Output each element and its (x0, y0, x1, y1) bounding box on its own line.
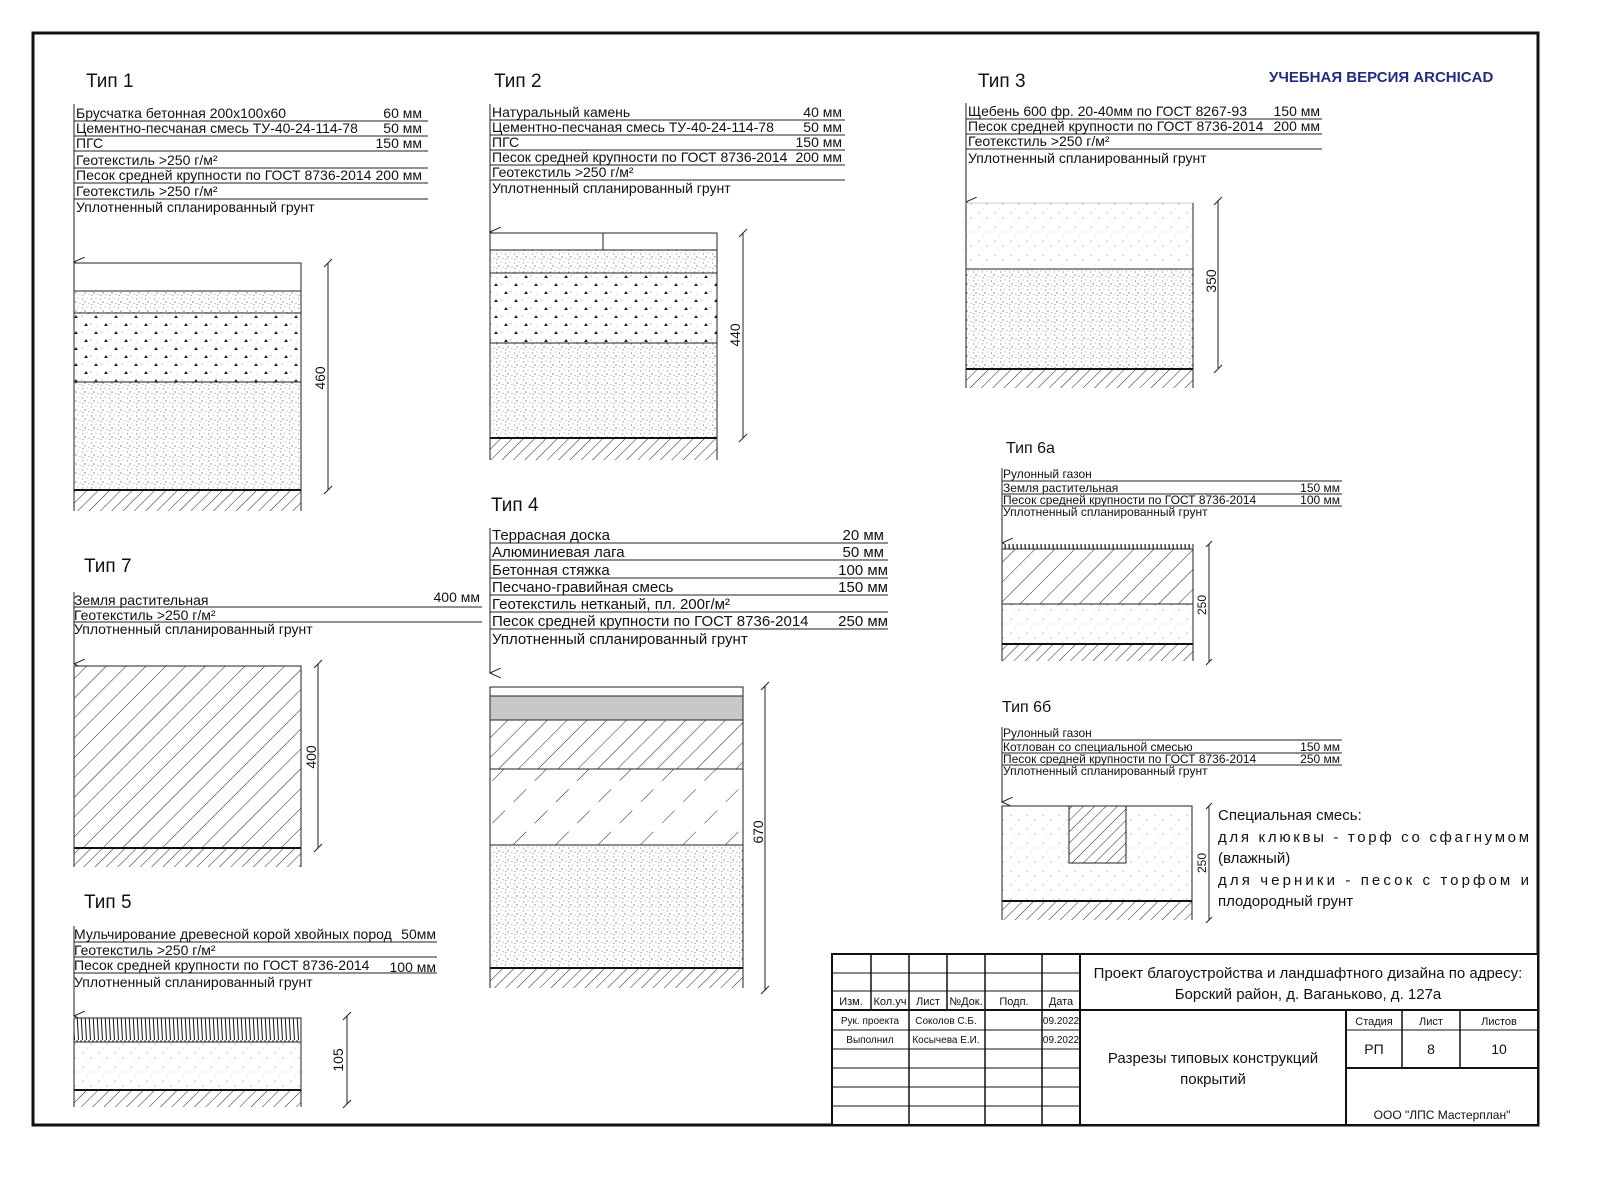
dimension-label: 250 (1195, 852, 1209, 874)
layer-label: Песок средней крупности по ГОСТ 8736-2014 (492, 613, 809, 630)
layer-thickness: 100 мм (1300, 493, 1340, 507)
layer-thickness: 20 мм (842, 527, 884, 544)
stage-label: Стадия (1355, 1016, 1393, 1028)
layer-label: Бетонная стяжка (492, 562, 610, 579)
layer-label: Песок средней крупности по ГОСТ 8736-2014 (74, 957, 370, 973)
layer-thickness: 250 мм (1300, 752, 1340, 766)
layer-thickness: 400 мм (433, 589, 480, 605)
section-title: Тип 3 (978, 71, 1026, 92)
dimension-label: 350 (1203, 269, 1219, 293)
section-title: Тип 6б (1002, 699, 1052, 716)
layer-label: Мульчирование древесной корой хвойных пород (74, 926, 392, 942)
layer-label: ПГС (76, 135, 104, 151)
stamp-role: Выполнил (846, 1035, 894, 1046)
layer-label: Рулонный газон (1003, 726, 1092, 740)
sheet-label: Лист (1419, 1016, 1443, 1028)
layer-thickness: 200 мм (375, 167, 422, 183)
layer-label: Щебень 600 фр. 20-40мм по ГОСТ 8267-93 (968, 103, 1248, 119)
layer-label: Земля растительная (1003, 481, 1119, 495)
section-type-2 (490, 71, 845, 460)
layer-label: Уплотненный спланированный грунт (1003, 764, 1208, 778)
layer-thickness: 250 мм (838, 613, 888, 630)
layer-label: Брусчатка бетонная 200х100х60 (76, 105, 287, 121)
layer-label: Песок средней крупности по ГОСТ 8736-2014 (76, 167, 372, 183)
layer-label: Земля растительная (74, 592, 209, 608)
sheet-value: 8 (1427, 1041, 1435, 1057)
layer-label: Песок средней крупности по ГОСТ 8736-2014 (1003, 752, 1257, 766)
stamp-header: Подп. (999, 996, 1029, 1008)
layer-thickness: 50 мм (803, 119, 842, 135)
layer-label: Уплотненный спланированный грунт (74, 974, 313, 990)
layer-label: Уплотненный спланированный грунт (492, 180, 731, 196)
layer-label: Геотекстиль >250 г/м² (74, 942, 216, 958)
dimension-label: 105 (330, 1048, 346, 1072)
sheet-title-line-1: Разрезы типовых конструкций (1107, 1050, 1319, 1067)
layer-label: Песок средней крупности по ГОСТ 8736-2014 (1003, 493, 1257, 507)
layer-thickness: 150 мм (1300, 481, 1340, 495)
layer-label: Песчано-гравийная смесь (492, 579, 674, 596)
stamp-name: Соколов С.Б. (915, 1016, 977, 1027)
stamp-header: №Док. (949, 996, 983, 1008)
layer-label: Натуральный камень (492, 104, 631, 120)
company-name: ООО "ЛПС Мастерплан" (1373, 1108, 1511, 1122)
stamp-header: Изм. (839, 996, 863, 1008)
layer-label: Уплотненный спланированный грунт (76, 199, 315, 215)
layer-label: Уплотненный спланированный грунт (74, 621, 313, 637)
note-title: Специальная смесь: (1218, 807, 1362, 824)
section-type-4 (490, 495, 888, 994)
stage-value: РП (1364, 1041, 1384, 1057)
layer-label: Геотекстиль >250 г/м² (76, 152, 218, 168)
note-line: (влажный) (1218, 850, 1291, 867)
layer-thickness: 150 мм (795, 134, 842, 150)
dimension-label: 400 (303, 745, 319, 769)
section-title: Тип 7 (84, 556, 132, 577)
layer-thickness: 200 мм (1273, 118, 1320, 134)
section-type-1 (74, 71, 428, 511)
layer-thickness: 40 мм (803, 104, 842, 120)
watermark-text: УЧЕБНАЯ ВЕРСИЯ ARCHICAD (1269, 69, 1494, 86)
section-title: Тип 5 (84, 892, 132, 913)
layer-thickness: 150 мм (1273, 103, 1320, 119)
layer-label: Геотекстиль >250 г/м² (968, 133, 1110, 149)
layer-thickness: 150 мм (1300, 740, 1340, 754)
stamp-role: Рук. проекта (840, 1016, 900, 1027)
layer-label: Геотекстиль нетканый, пл. 200г/м² (492, 596, 730, 613)
stamp-header: Дата (1048, 996, 1074, 1008)
layer-label: Песок средней крупности по ГОСТ 8736-2014 (492, 149, 788, 165)
stamp-header: Кол.уч (873, 996, 907, 1008)
sheets-value: 10 (1491, 1041, 1507, 1057)
layer-label: Цементно-песчаная смесь ТУ-40-24-114-78 (76, 120, 358, 136)
section-type-5 (74, 892, 437, 1108)
section-title: Тип 6а (1006, 440, 1055, 457)
layer-thickness: 50 мм (842, 544, 884, 561)
section-type-6a (1002, 440, 1342, 665)
layer-thickness: 60 мм (383, 105, 422, 121)
layer-thickness: 200 мм (795, 149, 842, 165)
layer-thickness: 50 мм (383, 120, 422, 136)
section-title: Тип 4 (491, 495, 539, 516)
layer-label: Геотекстиль >250 г/м² (74, 607, 216, 623)
section-type-3 (966, 71, 1322, 388)
project-title-line-1: Проект благоустройства и ландшафтного дизайна по адресу: (1093, 965, 1523, 982)
project-title-line-2: Борский район, д. Ваганьково, д. 127а (1174, 986, 1442, 1003)
dimension-label: 250 (1195, 594, 1209, 616)
stamp-header: Лист (916, 996, 940, 1008)
layer-thickness: 150 мм (375, 135, 422, 151)
dimension-label: 440 (727, 323, 743, 347)
layer-thickness: 150 мм (838, 579, 888, 596)
layer-label: Рулонный газон (1003, 467, 1092, 481)
dimension-label: 670 (750, 820, 766, 844)
sheets-label: Листов (1481, 1016, 1517, 1028)
layer-label: Террасная доска (492, 527, 610, 544)
layer-label: Уплотненный спланированный грунт (492, 631, 748, 648)
title-block (832, 954, 1538, 1125)
layer-label: Уплотненный спланированный грунт (1003, 505, 1208, 519)
section-title: Тип 1 (86, 71, 134, 92)
dimension-label: 460 (312, 366, 328, 390)
note-line: плодородный грунт (1218, 893, 1354, 910)
note-line: для черники - песок с торфом и (1218, 872, 1529, 889)
layer-label: Песок средней крупности по ГОСТ 8736-2014 (968, 118, 1264, 134)
stamp-date: 09.2022 (1042, 1035, 1080, 1046)
section-title: Тип 2 (494, 71, 542, 92)
section-type-7 (74, 556, 482, 867)
layer-label: Котлован со специальной смесью (1003, 740, 1193, 754)
layer-label: Уплотненный спланированный грунт (968, 150, 1207, 166)
layer-label: Алюминиевая лага (492, 544, 625, 561)
section-type-6b (1002, 699, 1529, 923)
layer-thickness: 50мм (401, 926, 436, 942)
note-line: для клюквы - торф со сфагнумом (1218, 829, 1529, 846)
layer-thickness: 100 мм (838, 562, 888, 579)
layer-label: Геотекстиль >250 г/м² (76, 183, 218, 199)
layer-label: Цементно-песчаная смесь ТУ-40-24-114-78 (492, 119, 774, 135)
layer-thickness: 100 мм (389, 959, 436, 975)
stamp-date: 09.2022 (1042, 1016, 1080, 1027)
sheet-title-line-2: покрытий (1180, 1071, 1246, 1088)
layer-label: ПГС (492, 134, 520, 150)
stamp-name: Косычева Е.И. (912, 1035, 980, 1046)
special-mix-note (1218, 807, 1529, 910)
layer-label: Геотекстиль >250 г/м² (492, 164, 634, 180)
